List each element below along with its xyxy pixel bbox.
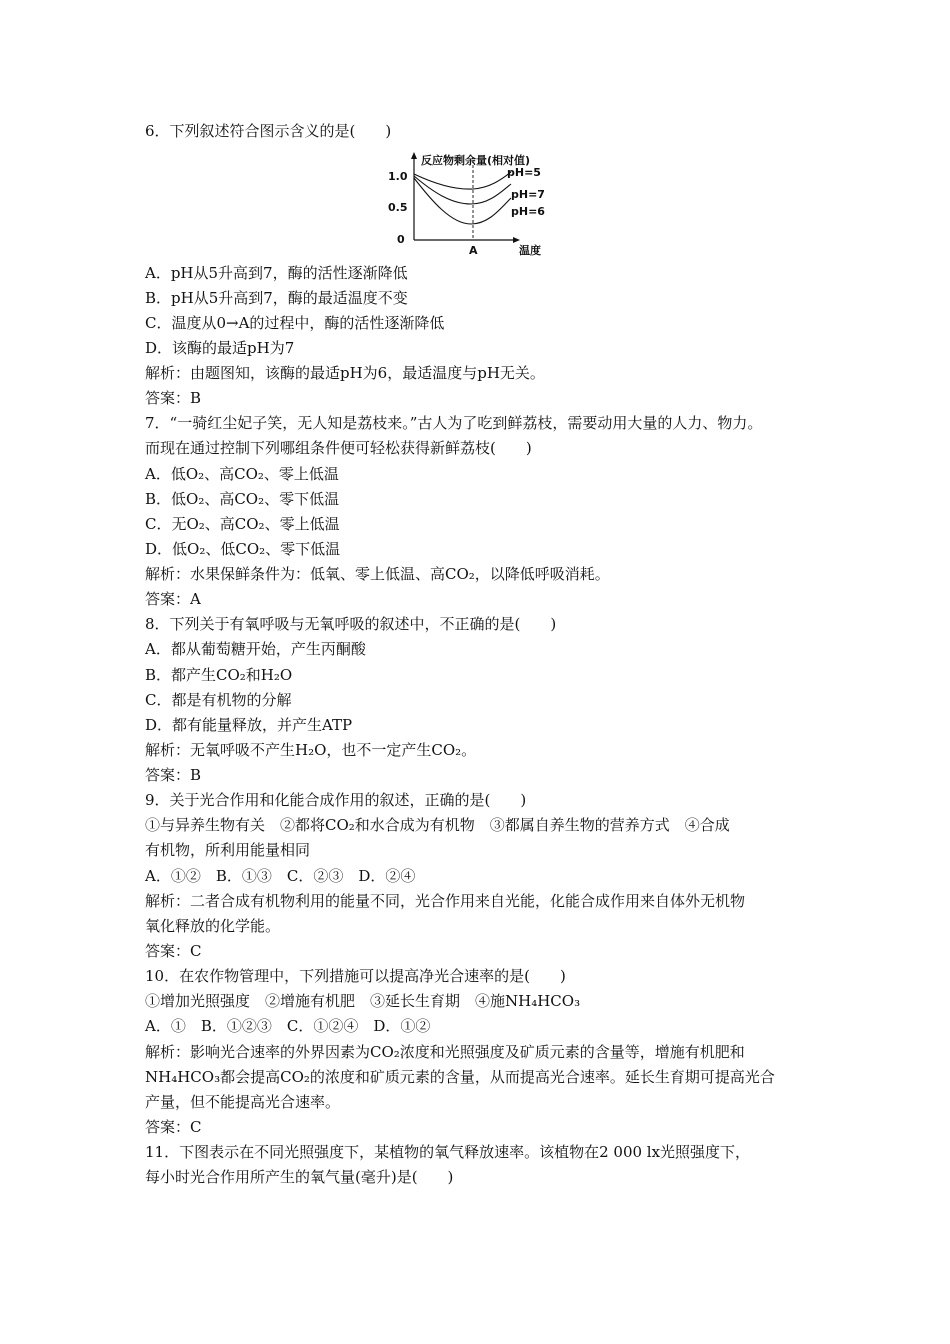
q7-option-d: D．低O₂、低CO₂、零下低温	[145, 540, 341, 558]
q6-answer: 答案：B	[145, 389, 202, 407]
q6-option-c: C．温度从0→A的过程中，酶的活性逐渐降低	[145, 314, 445, 332]
q9-analysis-line1: 解析：二者合成有机物利用的能量不同，光合作用来自光能，化能合成作用来自体外无机物	[145, 892, 746, 910]
q7-option-b: B．低O₂、高CO₂、零下低温	[145, 490, 340, 508]
q10-analysis-line3: 产量，但不能提高光合速率。	[145, 1093, 341, 1111]
q8-option-d: D．都有能量释放，并产生ATP	[145, 716, 353, 734]
y-tick-05: 0.5	[388, 201, 408, 214]
q7-analysis: 解析：水果保鲜条件为：低氧、零上低温、高CO₂，以降低呼吸消耗。	[145, 565, 610, 583]
curve-ph6	[414, 178, 511, 224]
q10-answer: 答案：C	[145, 1118, 202, 1136]
q10-statements: ①增加光照强度 ②增施有机肥 ③延长生育期 ④施NH₄HCO₃	[145, 992, 581, 1010]
q8-option-a: A．都从葡萄糖开始，产生丙酮酸	[145, 640, 366, 658]
q8-stem: 8．下列关于有氧呼吸与无氧呼吸的叙述中，不正确的是( )	[145, 615, 557, 633]
curve-label-ph7: pH=7	[511, 188, 545, 201]
curve-label-ph6: pH=6	[511, 205, 545, 218]
x-tick-a: A	[469, 244, 478, 257]
q10-options: A．① B．①②③ C．①②④ D．①②	[145, 1017, 431, 1035]
q7-answer: 答案：A	[145, 590, 201, 608]
y-tick-1: 1.0	[388, 170, 408, 183]
q8-answer: 答案：B	[145, 766, 202, 784]
q8-option-c: C．都是有机物的分解	[145, 691, 292, 709]
q9-statements-line2: 有机物，所利用能量相同	[145, 841, 311, 859]
q7-stem-line2: 而现在通过控制下列哪组条件便可轻松获得新鲜荔枝( )	[145, 439, 532, 457]
enzyme-figure	[385, 148, 555, 258]
q7-option-a: A．低O₂、高CO₂、零上低温	[145, 465, 339, 483]
y-tick-0: 0	[397, 233, 405, 246]
q6-stem: 6．下列叙述符合图示含义的是( )	[145, 122, 392, 140]
q8-option-b: B．都产生CO₂和H₂O	[145, 666, 293, 684]
y-axis-arrow	[411, 152, 417, 159]
q6-option-a: A．pH从5升高到7，酶的活性逐渐降低	[145, 264, 408, 282]
q6-analysis: 解析：由题图知，该酶的最适pH为6，最适温度与pH无关。	[145, 364, 545, 382]
q10-stem: 10．在农作物管理中，下列措施可以提高净光合速率的是( )	[145, 967, 566, 985]
q10-analysis-line2: NH₄HCO₃都会提高CO₂的浓度和矿质元素的含量，从而提高光合速率。延长生育期可提高光合	[145, 1068, 775, 1086]
q9-options: A．①② B．①③ C．②③ D．②④	[145, 867, 416, 885]
q9-answer: 答案：C	[145, 942, 202, 960]
curve-ph5	[414, 172, 511, 189]
q6-option-b: B．pH从5升高到7，酶的最适温度不变	[145, 289, 408, 307]
q6-option-d: D．该酶的最适pH为7	[145, 339, 295, 357]
q7-stem-line1: 7．“一骑红尘妃子笑，无人知是荔枝来。”古人为了吃到鲜荔枝，需要动用大量的人力、物力。	[145, 414, 763, 432]
q11-stem-line1: 11．下图表示在不同光照强度下，某植物的氧气释放速率。该植物在2 000 lx光照强度下，	[145, 1143, 751, 1161]
x-axis-arrow	[513, 237, 520, 243]
q11-stem-line2: 每小时光合作用所产生的氧气量(毫升)是( )	[145, 1168, 454, 1186]
q10-analysis-line1: 解析：影响光合速率的外界因素为CO₂浓度和光照强度及矿质元素的含量等，增施有机肥和	[145, 1043, 745, 1061]
q9-analysis-line2: 氧化释放的化学能。	[145, 917, 281, 935]
y-axis-label: 反应物剩余量(相对值)	[421, 154, 531, 167]
x-axis-label: 温度	[519, 244, 541, 257]
q9-statements-line1: ①与异养生物有关 ②都将CO₂和水合成为有机物 ③都属自养生物的营养方式 ④合成	[145, 816, 730, 834]
q7-option-c: C．无O₂、高CO₂、零上低温	[145, 515, 340, 533]
q8-analysis: 解析：无氧呼吸不产生H₂O，也不一定产生CO₂。	[145, 741, 477, 759]
curve-label-ph5: pH=5	[507, 166, 541, 179]
q9-stem: 9．关于光合作用和化能合成作用的叙述，正确的是( )	[145, 791, 527, 809]
